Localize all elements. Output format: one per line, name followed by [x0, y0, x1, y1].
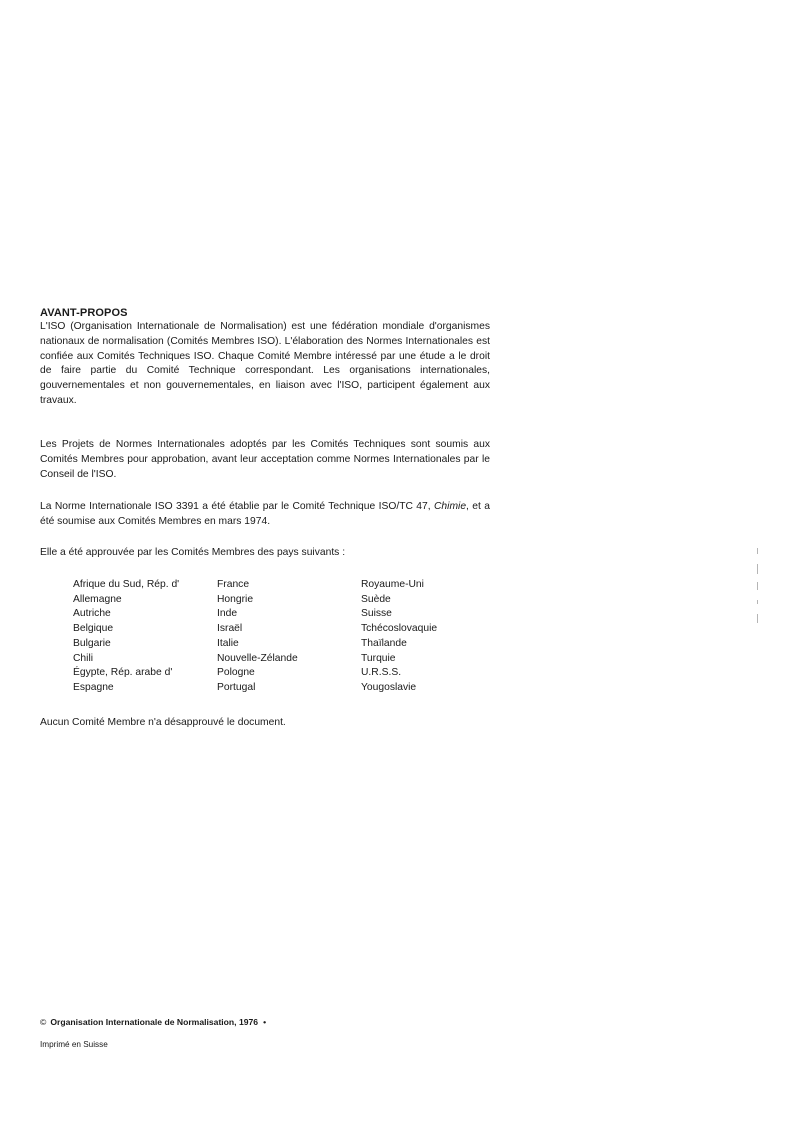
- no-disapproval-statement: Aucun Comité Membre n'a désapprouvé le document.: [40, 717, 286, 728]
- country-item: Égypte, Rép. arabe d': [73, 667, 173, 679]
- country-item: Nouvelle-Zélande: [217, 652, 298, 664]
- printed-in-note: Imprimé en Suisse: [40, 1040, 108, 1049]
- country-item: Afrique du Sud, Rép. d': [73, 579, 180, 590]
- countries-column-2: [217, 578, 298, 696]
- country-item: Autriche: [73, 608, 111, 620]
- countries-column-3: [361, 578, 437, 696]
- approval-intro: Elle a été approuvée par les Comités Membres des pays suivants :: [40, 547, 346, 558]
- scan-margin-marks: [755, 548, 761, 628]
- country-item: Allemagne: [73, 593, 122, 605]
- country-item: Yougoslavie: [361, 681, 417, 693]
- countries-column-1: [73, 578, 179, 696]
- country-item: Hongrie: [217, 593, 254, 605]
- country-item: Portugal: [217, 681, 256, 693]
- country-item: Bulgarie: [73, 637, 111, 649]
- country-item: Royaume-Uni: [361, 579, 424, 590]
- country-item: Inde: [217, 608, 238, 620]
- standard-text-after: , et a été soumise aux Comités Membres en mars 1974.: [40, 501, 490, 527]
- country-item: Espagne: [73, 681, 114, 693]
- foreword-title: AVANT-PROPOS: [40, 307, 128, 319]
- country-item: France: [217, 579, 250, 590]
- copyright-text: Organisation Internationale de Normalisation, 1976: [50, 1017, 259, 1027]
- country-item: Israël: [217, 623, 243, 635]
- country-item: Italie: [217, 637, 239, 649]
- foreword-paragraph-standard: [40, 500, 490, 530]
- foreword-paragraph-iso: L'ISO (Organisation Internationale de Normalisation) est une fédération mondiale d'organismes nationaux de normalisation (Comités Membres ISO). L'élaboration des Normes Internationales est confiée aux Comités Techniques ISO. Chaque Comité Membre intéressé par une étude a le droit de faire partie du Comité Technique correspondant. Les organisations internationales, gouvernementales et non gouvernementales, en liaison avec l'ISO, participent également aux travaux.: [40, 321, 490, 406]
- country-item: Turquie: [361, 652, 396, 664]
- country-item: Belgique: [73, 623, 114, 635]
- country-item: Tchécoslovaquie: [361, 623, 438, 635]
- copyright-icon: ©: [40, 1017, 47, 1027]
- standard-text-before: La Norme Internationale ISO 3391 a été établie par le Comité Technique ISO/TC 47,: [40, 501, 434, 512]
- approving-countries-list: [73, 578, 493, 698]
- country-item: Pologne: [217, 667, 255, 679]
- country-item: Chili: [73, 652, 94, 664]
- country-item: U.R.S.S.: [361, 667, 402, 679]
- country-item: Suisse: [361, 608, 392, 620]
- foreword-paragraph-drafts: Les Projets de Normes Internationales adoptés par les Comités Techniques sont soumis aux Comités Membres pour approbation, avant leur acceptation comme Normes Internationales par le Conseil de l'ISO.: [40, 439, 490, 480]
- committee-name: Chimie: [434, 501, 467, 512]
- country-item: Suède: [361, 593, 391, 605]
- copyright-line: [40, 1017, 266, 1027]
- bullet-icon: •: [263, 1017, 267, 1027]
- country-item: Thaïlande: [361, 637, 407, 649]
